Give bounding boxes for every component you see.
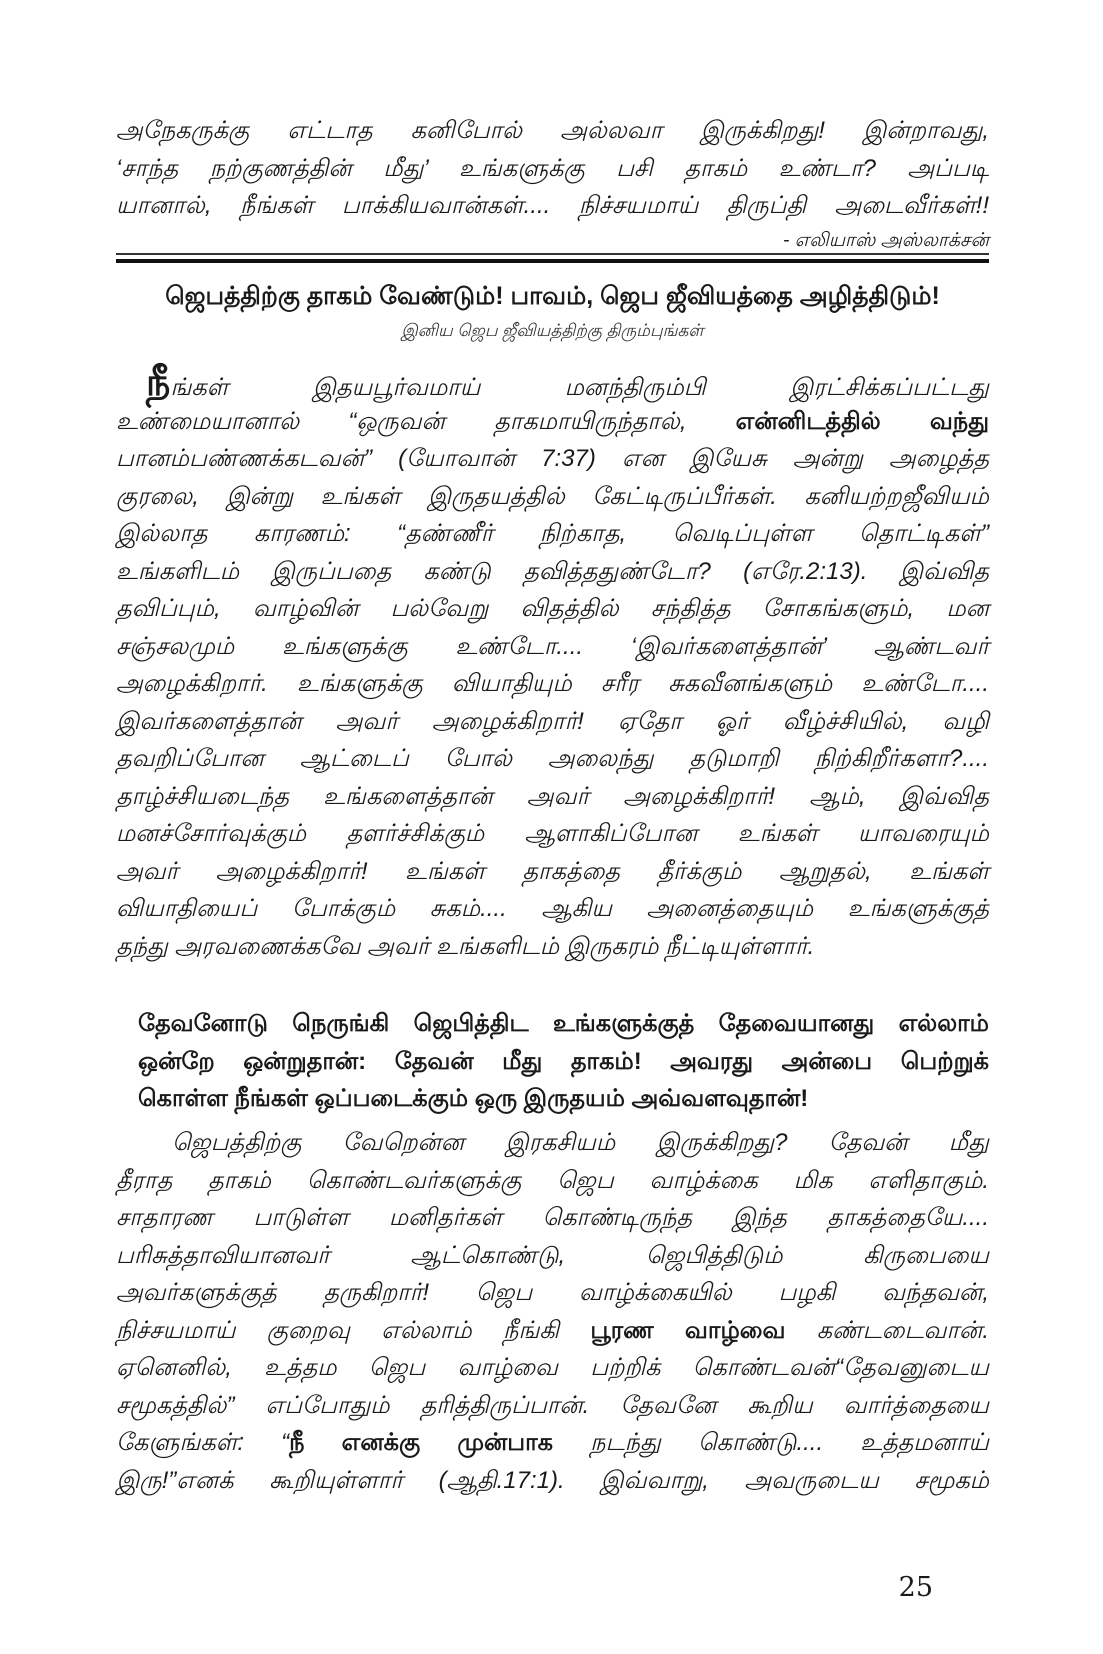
text-run: இவர்களைத்தான் அவர் அழைக்கிறார்! ஏதோ ஓர் வீழ்ச்சியில், வழி — [116, 707, 989, 735]
text-run: அழைக்கிறார். உங்களுக்கு வியாதியும் சரீர சுகவீனங்களும் உண்டோ.... — [116, 670, 989, 697]
text-line — [116, 187, 989, 225]
text-run: தீராத தாகம் கொண்டவர்களுக்கு ஜெப வாழ்க்கை மிக எளிதாகும். — [116, 1166, 989, 1194]
divider-thick — [116, 259, 989, 263]
text-line — [116, 928, 989, 966]
bold-text: நீ எனக்கு முன்பாக — [289, 1429, 553, 1456]
text-run: அவர் அழைக்கிறார்! உங்கள் தாகத்தை தீர்க்கும் ஆறுதல், உங்கள் — [116, 857, 989, 885]
text-run: ஜெபத்திற்கு வேறென்ன இரகசியம் இருக்கிறது? தேவன் மீது — [172, 1129, 989, 1156]
text-line — [116, 1237, 989, 1275]
text-line — [116, 1124, 989, 1162]
text-run: தவிப்பும், வாழ்வின் பல்வேறு விதத்தில் சந்தித்த சோகங்களும், மன — [116, 595, 989, 622]
text-run: தேவனோடு நெருங்கி ஜெபித்திட உங்களுக்குத் தேவையானது எல்லாம் — [138, 1010, 989, 1037]
text-line — [116, 1424, 989, 1462]
text-run: தவறிப்போன ஆட்டைப் போல் அலைந்து தடுமாறி நிற்கிறீர்களா?.... — [116, 745, 989, 772]
text-line — [116, 362, 989, 404]
bold-text: பூரண வாழ்வை — [590, 1316, 786, 1344]
paragraph-1 — [116, 362, 990, 965]
quote-lines — [116, 112, 989, 225]
text-line — [116, 403, 989, 441]
text-run: உங்களிடம் இருப்பதை கண்டு தவித்ததுண்டோ? (எரே.2:13). இவ்வித — [116, 557, 990, 585]
text-line — [116, 740, 989, 778]
closing-quote — [116, 112, 989, 257]
text-run: தந்து அரவணைக்கவே அவர் உங்களிடம் இருகரம் நீட்டியுள்ளார். — [116, 932, 815, 960]
text-run: குரலை, இன்று உங்கள் இருதயத்தில் கேட்டிருப்பீர்கள். கனியற்றஜீவியம் — [116, 482, 989, 510]
text-run: மனச்சோர்வுக்கும் தளர்ச்சிக்கும் ஆளாகிப்போன உங்கள் யாவரையும் — [116, 820, 989, 847]
text-run: தாழ்ச்சியடைந்த உங்களைத்தான் அவர் அழைக்கிறார்! ஆம், இவ்வித — [116, 782, 989, 810]
text-line — [116, 478, 989, 516]
text-run: கொள்ள நீங்கள் ஒப்படைக்கும் ஒரு இருதயம் அவ்வளவுதான்! — [138, 1085, 809, 1112]
text-run: சஞ்சலமும் உங்களுக்கு உண்டோ.... ‘இவர்களைத்தான்’ ஆண்டவர் — [116, 632, 989, 660]
page-number: 25 — [898, 1572, 933, 1603]
text-run: நிச்சயமாய் குறைவு எல்லாம் நீங்கி — [116, 1316, 591, 1344]
text-line — [116, 1199, 989, 1237]
text-run: யானால், நீங்கள் பாக்கியவான்கள்.... நிச்சயமாய் திருப்தி அடைவீர்கள்!! — [116, 192, 989, 219]
text-run: ஒன்றே ஒன்றுதான்: தேவன் மீது தாகம்! அவரது அன்பை பெற்றுக் — [138, 1047, 989, 1075]
text-line — [138, 1043, 989, 1081]
text-line — [116, 853, 989, 891]
highlight-paragraph — [138, 1005, 989, 1118]
text-line — [116, 703, 989, 741]
text-run: ‘சாந்த நற்குணத்தின் மீது’ உங்களுக்கு பசி தாகம் உண்டா? அப்படி — [116, 154, 989, 182]
text-line — [116, 515, 989, 553]
text-line — [138, 1005, 989, 1043]
text-run: இரு!”எனக் கூறியுள்ளார் (ஆதி.17:1). இவ்வாறு, அவருடைய சமூகம் — [116, 1466, 989, 1494]
text-run: அவர்களுக்குத் தருகிறார்! ஜெப வாழ்க்கையில் பழகி வந்தவன், — [116, 1279, 989, 1306]
paragraph-2 — [116, 1124, 989, 1499]
text-run: பானம்பண்ணக்கடவன்” (யோவான் 7:37) என இயேசு அன்று அழைத்த — [116, 445, 989, 472]
text-run: உண்மையானால் “ஒருவன் தாகமாயிருந்தால், — [116, 407, 736, 435]
text-run: பரிசுத்தாவியானவர் ஆட்கொண்டு, ஜெபித்திடும் கிருபையை — [116, 1241, 989, 1269]
text-line — [116, 1387, 989, 1425]
text-line — [116, 150, 989, 188]
text-run: கேளுங்கள்: “ — [116, 1429, 290, 1456]
drop-cap: நீ — [146, 362, 171, 404]
article-title: ஜெபத்திற்கு தாகம் வேண்டும்! பாவம், ஜெப ஜீவியத்தை அழித்திடும்! — [165, 282, 940, 310]
text-line — [116, 778, 989, 816]
quote-author: - எலியாஸ் அஸ்லாக்சன் — [782, 229, 989, 251]
article-subtitle: இனிய ஜெப ஜீவியத்திற்கு திரும்புங்கள் — [401, 321, 704, 340]
text-run: வியாதியைப் போக்கும் சுகம்.... ஆகிய அனைத்தையும் உங்களுக்குத் — [116, 895, 989, 922]
text-line — [116, 1312, 989, 1350]
text-run: ங்கள் இதயபூர்வமாய் மனந்திரும்பி இரட்சிக்கப்பட்டது — [170, 374, 989, 401]
text-line — [116, 1462, 989, 1500]
text-line — [138, 1080, 989, 1118]
divider-thin — [116, 253, 989, 255]
text-line — [116, 1349, 989, 1387]
text-line — [116, 553, 989, 591]
text-run: சாதாரண பாடுள்ள மனிதர்கள் கொண்டிருந்த இந்த தாகத்தையே.... — [116, 1204, 989, 1231]
text-line — [116, 112, 989, 150]
text-line — [116, 590, 989, 628]
text-line — [116, 665, 989, 703]
text-run: இல்லாத காரணம்: “தண்ணீர் நிற்காத, வெடிப்புள்ள தொட்டிகள்” — [116, 520, 989, 547]
text-line — [116, 1274, 989, 1312]
bold-text: என்னிடத்தில் வந்து — [735, 407, 989, 435]
text-run: கண்டடைவான். — [785, 1316, 989, 1344]
text-line — [116, 890, 989, 928]
text-line — [116, 628, 989, 666]
text-line — [116, 1162, 989, 1200]
text-run: அநேகருக்கு எட்டாத கனிபோல் அல்லவா இருக்கிறது! இன்றாவது, — [116, 117, 989, 144]
text-line — [116, 440, 989, 478]
text-run: ஏனெனில், உத்தம ஜெப வாழ்வை பற்றிக் கொண்டவன்“தேவனுடைய — [116, 1354, 989, 1381]
text-run: சமூகத்தில்” எப்போதும் தரித்திருப்பான். தேவனே கூறிய வார்த்தையை — [116, 1391, 989, 1419]
text-line — [116, 815, 989, 853]
text-run: நடந்து கொண்டு.... உத்தமனாய் — [553, 1429, 990, 1456]
